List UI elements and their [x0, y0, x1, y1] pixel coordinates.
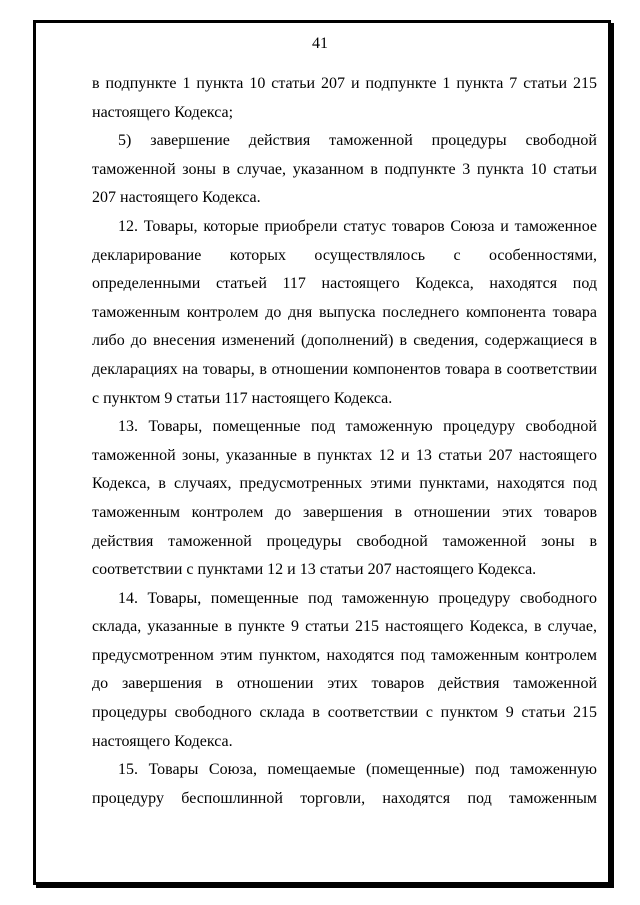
- paragraph-item-5: 5) завершение действия таможенной процедуры свободной таможенной зоны в случае, указанном в подпункте 3 пункта 10 статьи 207 настоящего Кодекса.: [92, 132, 597, 207]
- page-number: 41: [312, 35, 328, 52]
- paragraph-14: 14. Товары, помещенные под таможенную процедуру свободного склада, указанные в пункте 9 статьи 215 настоящего Кодекса, в случае, предусмотренном этим пунктом, находятся под таможенным контролем до завершения в отношении этих товаров действия таможенной процедуры свободного склада в соответствии с пунктом 9 статьи 215 настоящего Кодекса.: [92, 589, 597, 750]
- paragraph-13: 13. Товары, помещенные под таможенную процедуру свободной таможенной зоны, указанные в пунктах 12 и 13 статьи 207 настоящего Кодекса, в случаях, предусмотренных этими пунктами, находятся под таможенным контролем до завершения в отношении этих товаров действия таможенной процедуры свободной таможенной зоны в соответствии с пунктами 12 и 13 статьи 207 настоящего Кодекса.: [92, 418, 597, 579]
- paragraph-continuation: в подпункте 1 пункта 10 статьи 207 и подпункте 1 пункта 7 статьи 215 настоящего Кодекса;: [92, 75, 597, 121]
- paragraph-12: 12. Товары, которые приобрели статус товаров Союза и таможенное декларирование которых осуществлялось с особенностями, определенными статьей 117 настоящего Кодекса, находятся под таможенным контролем до дня выпуска последнего компонента товара либо до внесения изменений (дополнений) в сведения, содержащиеся в декларациях на товары, в отношении компонентов товара в соответствии с пунктом 9 статьи 117 настоящего Кодекса.: [92, 217, 597, 407]
- document-body: [92, 70, 597, 813]
- paragraph-15: 15. Товары Союза, помещаемые (помещенные) под таможенную процедуру беспошлинной торговли, находятся под таможенным: [92, 761, 597, 807]
